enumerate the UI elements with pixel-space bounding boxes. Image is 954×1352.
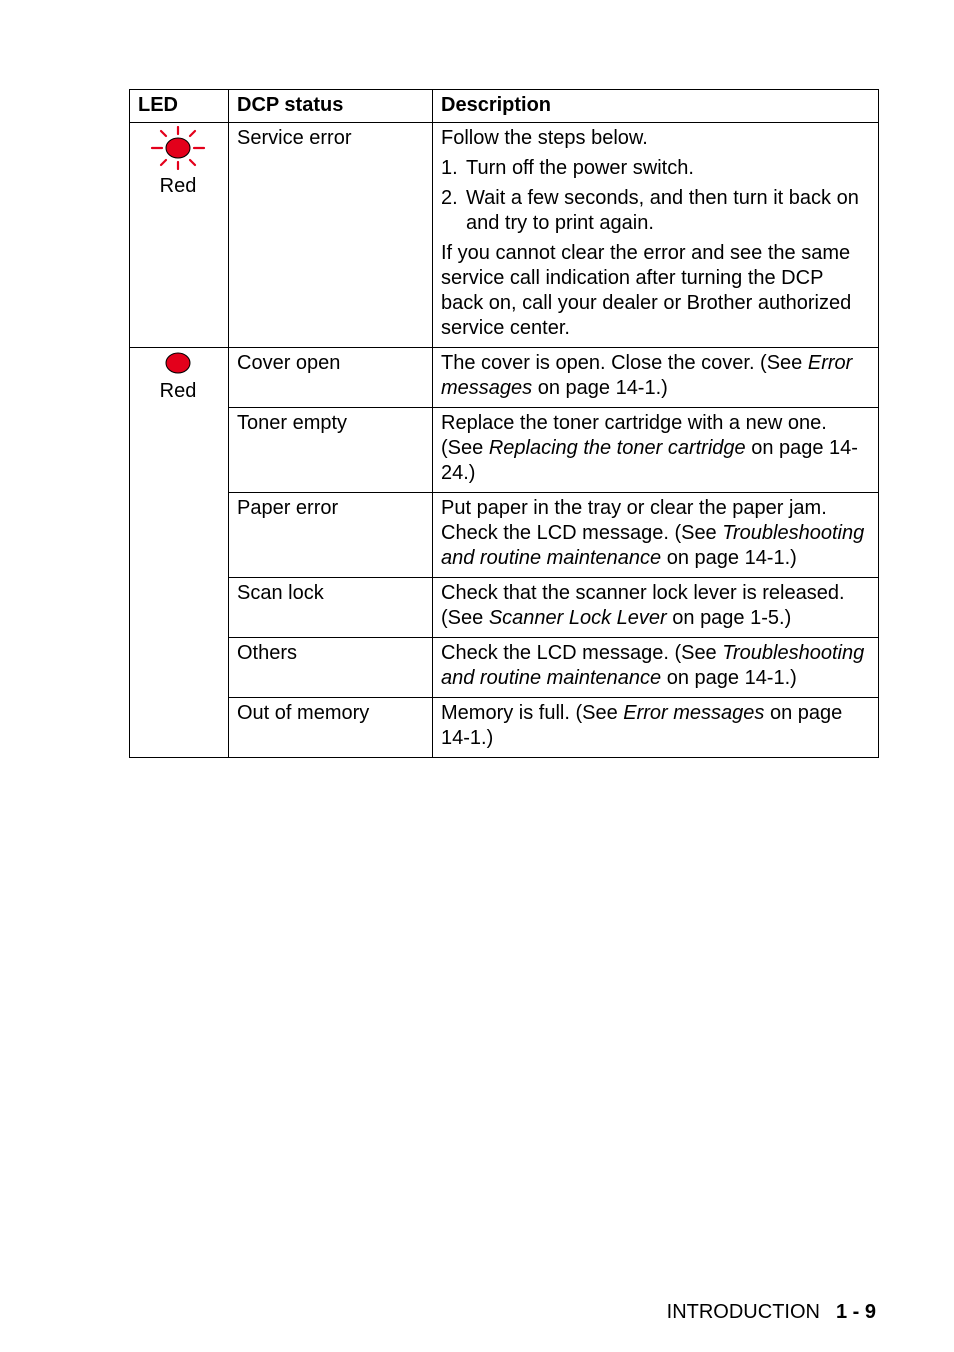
table-row bbox=[130, 698, 879, 758]
reference-link-text: Replacing the toner cartridge bbox=[488, 437, 746, 459]
description-text: The cover is open. Close the cover. (See bbox=[441, 352, 808, 374]
led-color-label: Red bbox=[159, 175, 197, 197]
description-text: Memory is full. (See bbox=[441, 702, 624, 724]
step-number: 2. bbox=[441, 187, 458, 209]
header-led: LED bbox=[130, 90, 229, 123]
description-text: on page 1-5.) bbox=[666, 607, 792, 629]
status-cell: Scan lock bbox=[229, 578, 433, 638]
led-cell-steady bbox=[130, 348, 229, 758]
description-intro: Follow the steps below. bbox=[441, 127, 648, 149]
reference-link-text: Troubleshooting and routine maintenance bbox=[441, 642, 865, 689]
page-number: 1 - 9 bbox=[835, 1301, 876, 1323]
description-cell bbox=[433, 638, 879, 698]
table-header-row bbox=[130, 90, 879, 123]
description-text: on page 14-1.) bbox=[441, 702, 843, 749]
description-cell bbox=[433, 348, 879, 408]
reference-link-text: Troubleshooting and routine maintenance bbox=[441, 522, 865, 569]
led-status-table bbox=[129, 89, 879, 758]
blinking-red-led-icon bbox=[150, 126, 206, 170]
table-row bbox=[130, 493, 879, 578]
header-dcp-status: DCP status bbox=[229, 90, 433, 123]
description-text: Put paper in the tray or clear the paper jam. Check the LCD message. (See bbox=[441, 497, 827, 544]
description-cell bbox=[433, 123, 879, 348]
list-item bbox=[441, 186, 868, 236]
description-text: Check the LCD message. (See bbox=[441, 642, 723, 664]
description-text: on page 14-1.) bbox=[661, 547, 797, 569]
step-number: 1. bbox=[441, 157, 458, 179]
reference-link-text: Error messages bbox=[441, 352, 853, 399]
table-row bbox=[130, 348, 879, 408]
description-text: Check that the scanner lock lever is released. (See bbox=[441, 582, 845, 629]
status-cell: Service error bbox=[229, 123, 433, 348]
status-cell: Others bbox=[229, 638, 433, 698]
header-description: Description bbox=[433, 90, 879, 123]
description-cell bbox=[433, 408, 879, 493]
description-text: on page 14-1.) bbox=[661, 667, 797, 689]
step-text: Wait a few seconds, and then turn it back on and try to print again. bbox=[466, 187, 859, 234]
reference-link-text: Scanner Lock Lever bbox=[488, 607, 667, 629]
description-note: If you cannot clear the error and see the same service call indication after turning the DCP back on, call your dealer or Brother authorized service center. bbox=[441, 242, 852, 339]
description-text: Replace the toner cartridge with a new one. (See bbox=[441, 412, 827, 459]
status-cell: Paper error bbox=[229, 493, 433, 578]
status-cell: Cover open bbox=[229, 348, 433, 408]
table-row bbox=[130, 578, 879, 638]
page-footer bbox=[667, 1300, 876, 1325]
table-row bbox=[130, 123, 879, 348]
status-cell: Toner empty bbox=[229, 408, 433, 493]
description-cell bbox=[433, 493, 879, 578]
status-cell: Out of memory bbox=[229, 698, 433, 758]
led-color-label: Red bbox=[159, 380, 197, 402]
steady-red-led-icon bbox=[164, 351, 192, 375]
list-item bbox=[441, 156, 868, 181]
description-cell bbox=[433, 698, 879, 758]
table-row bbox=[130, 408, 879, 493]
reference-link-text: Error messages bbox=[623, 702, 765, 724]
description-text: on page 14-1.) bbox=[532, 377, 668, 399]
table-row bbox=[130, 638, 879, 698]
step-text: Turn off the power switch. bbox=[466, 157, 694, 179]
footer-section-title: INTRODUCTION bbox=[666, 1301, 820, 1323]
description-cell bbox=[433, 578, 879, 638]
description-text: on page 14-24.) bbox=[441, 437, 858, 484]
led-cell-blinking bbox=[130, 123, 229, 348]
